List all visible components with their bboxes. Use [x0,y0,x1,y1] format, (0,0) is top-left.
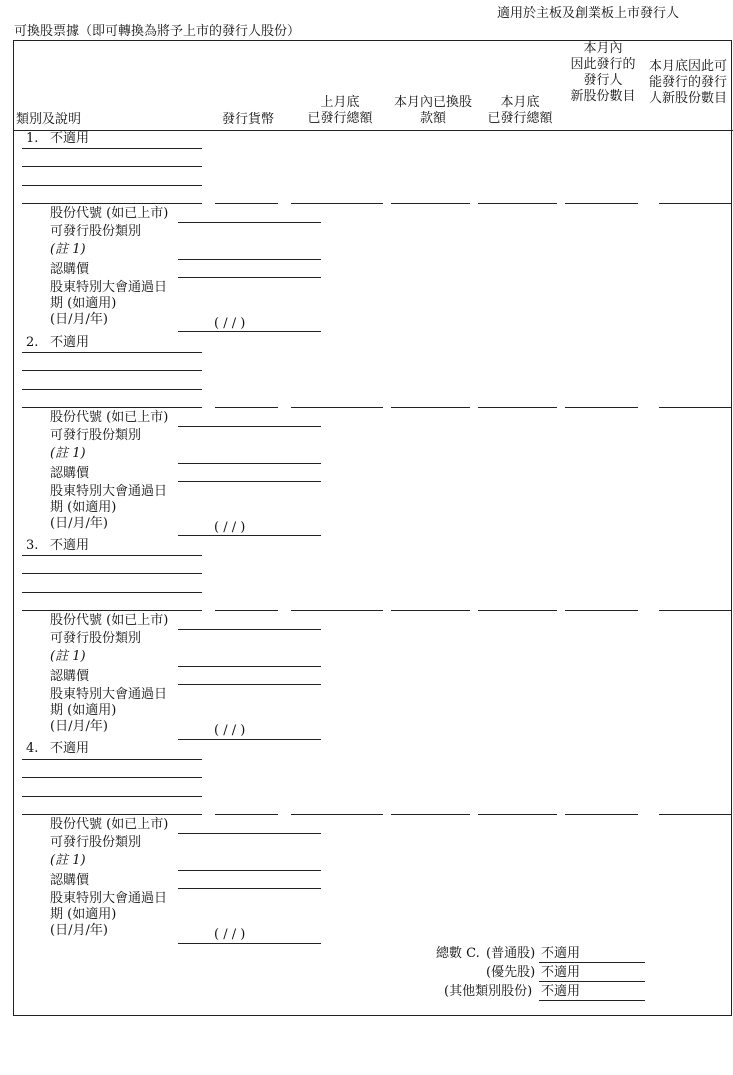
note-ref: (註 1) [50,242,86,257]
col-converted: 本月內已換股 款額 [393,95,472,126]
subscription-price-label: 認購價 [50,669,90,684]
entry-number: 3. [26,538,39,553]
subscription-price-field[interactable] [178,888,321,889]
subscription-price-field[interactable] [178,684,321,685]
egm-date-label: 股東特別大會通過日 期 (如適用) (日/月/年) [50,280,168,327]
subscription-price-label: 認購價 [50,873,90,888]
entry-status: 不適用 [50,131,90,146]
col-possible-shares: 本月底因此可 能發行的發行 人新股份數目 [648,59,727,106]
note-ref: (註 1) [50,649,86,664]
totals-ordinary-value: 不適用 [541,946,581,961]
share-class-field[interactable] [178,870,321,871]
note-ref: (註 1) [50,853,86,868]
col-curr-total: 本月底 已發行總額 [487,95,553,126]
totals-ordinary-field[interactable] [539,962,645,963]
egm-date-field[interactable] [178,739,321,740]
share-class-label: 可發行股份類別 [50,428,142,443]
stock-code-label: 股份代號 (如已上市) [50,817,169,832]
subscription-price-label: 認購價 [50,466,90,481]
share-class-field[interactable] [178,259,321,260]
stock-code-field[interactable] [178,629,321,630]
applicable-note: 適用於主板及創業板上市發行人 [497,6,680,21]
stock-code-field[interactable] [178,222,321,223]
col-prev-total: 上月底 已發行總額 [307,95,373,126]
totals-preference-label: (優先股) [486,965,536,980]
entry-status: 不適用 [50,741,90,756]
date-placeholder: ( / / ) [214,520,246,535]
stock-code-label: 股份代號 (如已上市) [50,410,169,425]
subscription-price-field[interactable] [178,277,321,278]
entry-status: 不適用 [50,538,90,553]
col-currency: 發行貨幣 [222,112,275,127]
stock-code-field[interactable] [178,426,321,427]
totals-other-label: (其他類別股份) [444,984,533,999]
col-class-desc: 類別及說明 [16,112,82,127]
entry-number: 2. [26,335,39,350]
share-class-field[interactable] [178,463,321,464]
date-placeholder: ( / / ) [214,927,246,942]
egm-date-label: 股東特別大會通過日 期 (如適用) (日/月/年) [50,484,168,531]
stock-code-label: 股份代號 (如已上市) [50,206,169,221]
totals-other-field[interactable] [539,1000,645,1001]
section-title: 可換股票據（即可轉換為將予上市的發行人股份） [14,24,301,39]
share-class-label: 可發行股份類別 [50,224,142,239]
egm-date-label: 股東特別大會通過日 期 (如適用) (日/月/年) [50,891,168,938]
subscription-price-label: 認購價 [50,262,90,277]
egm-date-field[interactable] [178,535,321,536]
egm-date-label: 股東特別大會通過日 期 (如適用) (日/月/年) [50,687,168,734]
share-class-field[interactable] [178,666,321,667]
stock-code-label: 股份代號 (如已上市) [50,613,169,628]
subscription-price-field[interactable] [178,481,321,482]
totals-other-value: 不適用 [541,984,581,999]
entry-status: 不適用 [50,335,90,350]
date-placeholder: ( / / ) [214,316,246,331]
entry-number: 4. [26,741,39,756]
totals-preference-field[interactable] [539,981,645,982]
header-divider [13,130,733,131]
totals-ordinary-label: (普通股) [486,946,536,961]
egm-date-field[interactable] [178,943,321,944]
share-class-label: 可發行股份類別 [50,835,142,850]
col-new-shares: 本月內 因此發行的 發行人 新股份數目 [570,41,636,104]
totals-preference-value: 不適用 [541,965,581,980]
stock-code-field[interactable] [178,833,321,834]
note-ref: (註 1) [50,446,86,461]
date-placeholder: ( / / ) [214,723,246,738]
share-class-label: 可發行股份類別 [50,631,142,646]
entry-number: 1. [26,131,39,146]
egm-date-field[interactable] [178,331,321,332]
totals-label: 總數 C. [436,946,480,961]
